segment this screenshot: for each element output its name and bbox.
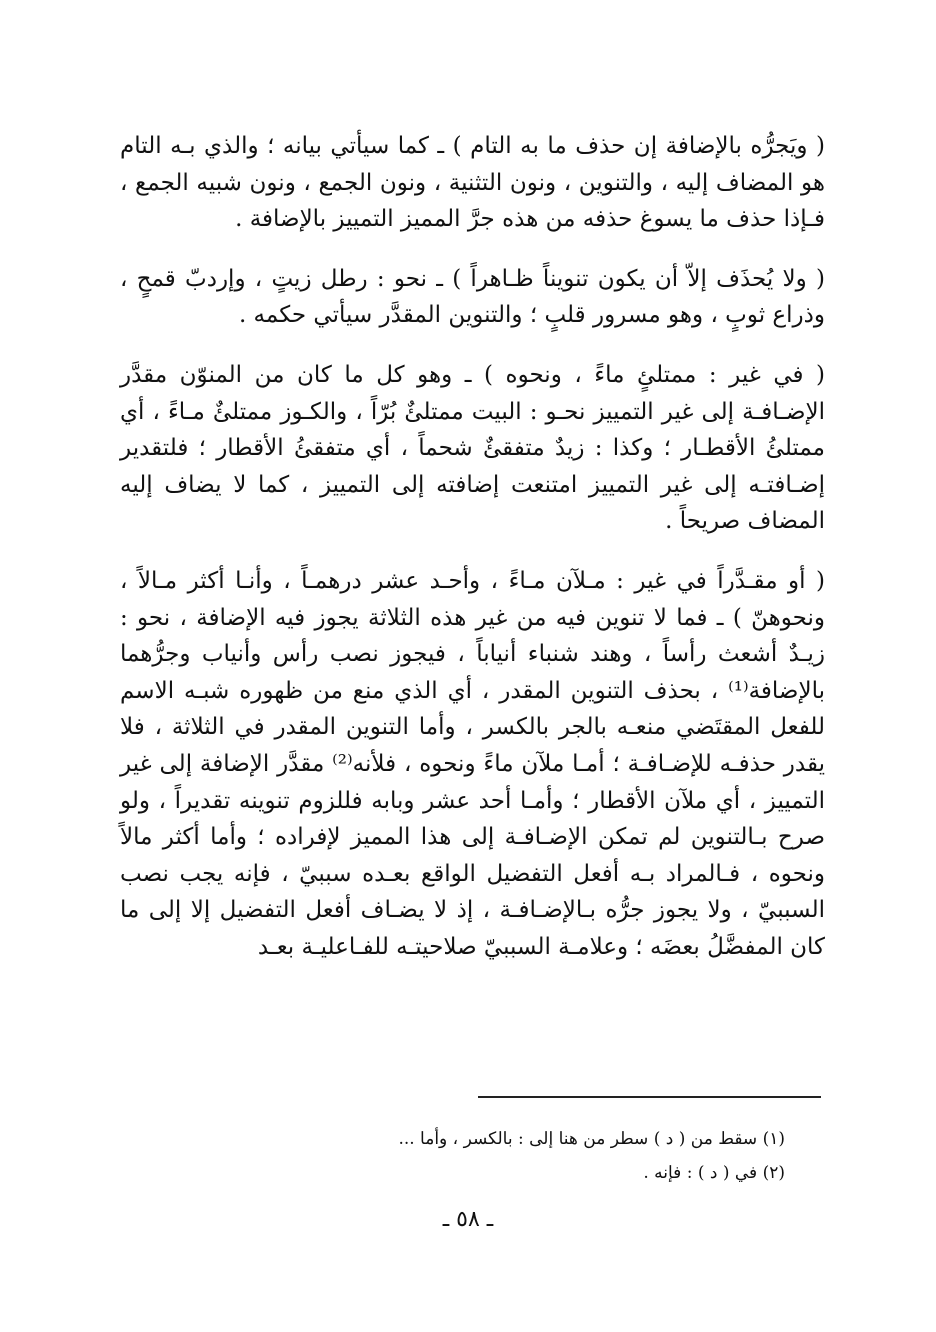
main-text-block xyxy=(120,128,825,965)
page-number: ـ ٥٨ ـ xyxy=(442,1207,494,1232)
paragraph-1: ( ويَجرُّه بالإضافة إن حذف ما به التام ) ـ كما سيأتي بيانه ؛ والذي بـه التام هو المضاف إليه ، والتنوين ، ونون التثنية ، ونون الجمع ، ونون شبيه الجمع ، فـإذا حذف ما يسوغ حذفه من هذه جرَّ المميز التمييز بالإضافة . xyxy=(120,133,825,233)
footnote-separator xyxy=(478,1096,821,1098)
paragraph-3: ( في غير : ممتلئٍ ماءً ، ونحوه ) ـ وهو كل ما كان من المنوّن مقدَّر الإضـافـة إلى غير التمييز نحـو : البيت ممتلئٌ بُرّاً ، والكـوز ممتلئٌ مـاءً ، أي ممتلئُ الأقطـار ؛ وكذا : زيدٌ متفقئٌ شحماً ، أي متفقئُ الأقطار ؛ فلتقدير إضـافتـه إلى غير التمييز امتنعت إضافته إلى التمييز ، كما لا يضاف إليه المضاف صريحاً . xyxy=(120,361,825,535)
footnotes xyxy=(200,1122,785,1190)
footnote-1: (١) سقط من ( د ) سطر من هنا إلى : بالكسر ، وأما ... xyxy=(398,1129,785,1149)
footnote-2: (٢) في ( د ) : فإنه . xyxy=(643,1163,785,1183)
paragraph-4: ( أو مقـدَّراً في غير : مـلآن مـاءً ، وأحـد عشر درهمـاً ، وأنـا أكثر مـالاً ، ونحوهنّ ) ـ فما لا تنوين فيه من غير هذه الثلاثة يجوز فيه الإضافة ، نحو : زيـدٌ أشعث رأساً ، وهند شنباء أنياباً ، فيجوز نصب رأس وأنياب وجرُّهما بالإضافة⁽¹⁾ ، بحذف التنوين المقدر ، أي الذي منع من ظهوره شبـه الاسم للفعل المقتَضي منعـه بالجر بالكسر ، وأما التنوين المقدر في الثلاثة ، فلا يقدر حذفـه للإضـافـة ؛ أمـا ملآن ماءً ونحوه ، فلأنه⁽²⁾ مقدَّر الإضافة إلى غير التمييز ، أي ملآن الأقطار ؛ وأمـا أحد عشر وبابه فللزوم تنوينه تقديراً ، ولو صرح بـالتنوين لم تمكن الإضـافـة إلى هذا المميز لإفراده ؛ وأما أكثر مالاً ونحوه ، فـالمراد بـه أفعل التفضيل الواقع بعـده سببيّ ، فإنه يجب نصب السببيّ ، ولا يجوز جرُّه بـالإضـافـة ، إذ لا يضـاف أفعل التفضيل إلا إلى ما كان المفضَّلُ بعضَه ؛ وعلامـة السببيّ صلاحيتـه للفـاعليـة بعـد xyxy=(120,567,825,960)
paragraph-2: ( ولا يُحذَف إلاّ أن يكون تنويناً ظـاهراً ) ـ نحو : رطل زيتٍ ، وإردبّ قمحٍ ، وذراع ثوبٍ ، وهو مسرور قلبٍ ؛ والتنوين المقدَّر سيأتي حكمه . xyxy=(120,265,825,329)
